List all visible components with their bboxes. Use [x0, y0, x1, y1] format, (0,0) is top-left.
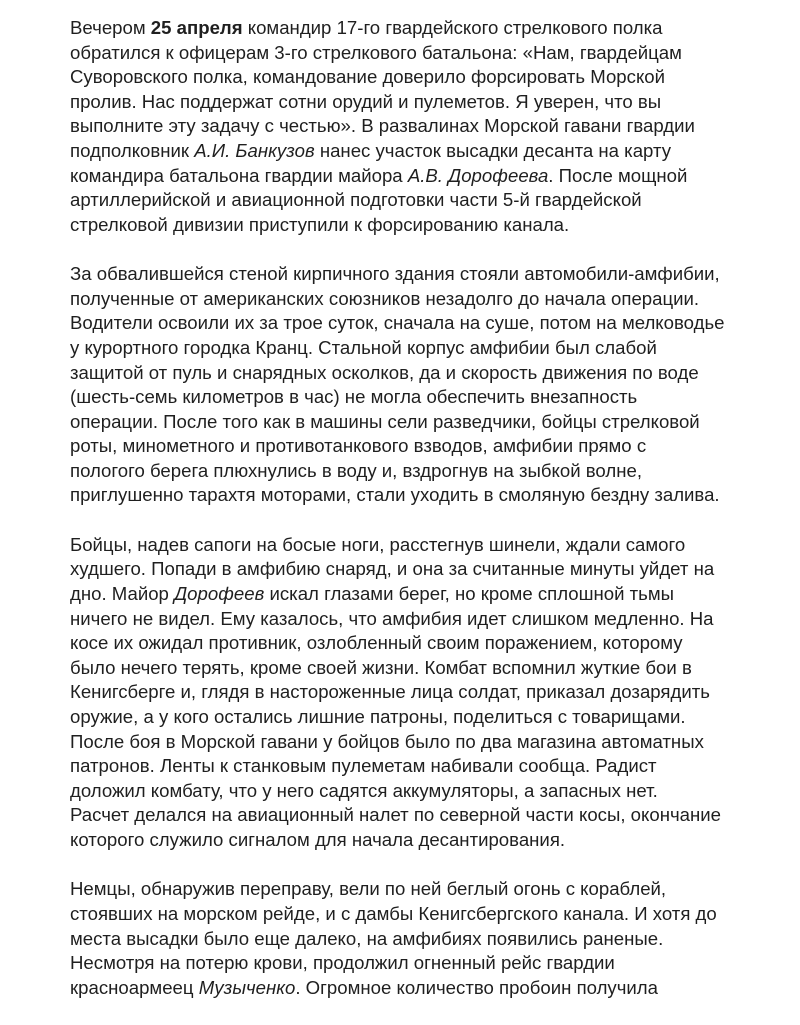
- text-run: Немцы, обнаружив переправу, вели по ней беглый огонь с кораблей,: [70, 878, 667, 900]
- text-run: у курортного городка Кранц. Стальной корпус амфибии был слабой: [70, 336, 657, 358]
- text-run: выполните эту задачу с честью». В развалинах Морской гавани гвардии: [70, 115, 695, 137]
- text-run: артиллерийской и авиационной подготовки части 5-й гвардейской: [70, 189, 642, 211]
- text-line: [70, 41, 790, 66]
- italic-name: А.В. Дорофеева: [407, 164, 549, 186]
- text-line: [70, 828, 790, 853]
- text-run: стоявших на морском рейде, и с дамбы Кенигсбергского канала. И хотя до: [70, 902, 717, 924]
- text-line: [70, 65, 790, 90]
- text-line: [70, 902, 790, 927]
- text-line: [70, 434, 790, 459]
- text-run: (шесть-семь километров в час) не могла обеспечить внезапность: [70, 386, 638, 408]
- text-run: командира батальона гвардии майора: [70, 164, 408, 186]
- text-line: [70, 385, 790, 410]
- text-line: [70, 557, 790, 582]
- text-run: защитой от пуль и снарядных осколков, да и скорость движения по воде: [70, 361, 699, 383]
- text-run: обратился к офицерам 3-го стрелкового батальона: «Нам, гвардейцам: [70, 41, 682, 63]
- text-run: . После мощной: [548, 164, 688, 186]
- text-run: После боя в Морской гавани у бойцов было по два магазина автоматных: [70, 730, 704, 752]
- text-line: [70, 287, 790, 312]
- italic-name: Дорофеев: [174, 583, 265, 605]
- text-run: Расчет делался на авиационный налет по северной части косы, окончание: [70, 804, 721, 826]
- article-paragraph: [70, 533, 790, 853]
- text-run: нанес участок высадки десанта на карту: [314, 139, 672, 161]
- text-line: [70, 582, 790, 607]
- text-line: [70, 680, 790, 705]
- text-run: пологого берега плюхнулись в воду и, вздрогнув на зыбкой волне,: [70, 459, 642, 481]
- text-line: [70, 262, 790, 287]
- text-line: [70, 139, 790, 164]
- text-run: оружие, а у кого остались лишние патроны, поделиться с товарищами.: [70, 706, 686, 728]
- text-run: Бойцы, надев сапоги на босые ноги, расстегнув шинели, ждали самого: [70, 533, 686, 555]
- text-run: патронов. Ленты к станковым пулеметам набивали сообща. Радист: [70, 755, 657, 777]
- text-line: [70, 656, 790, 681]
- text-line: [70, 361, 790, 386]
- text-run: ничего не видел. Ему казалось, что амфибия идет слишком медленно. На: [70, 607, 714, 629]
- text-line: [70, 164, 790, 189]
- text-run: Водители освоили их за трое суток, сначала на суше, потом на мелководье: [70, 312, 725, 334]
- text-run: худшего. Попади в амфибию снаряд, и она за считанные минуты уйдет на: [70, 558, 715, 580]
- text-line: [70, 754, 790, 779]
- text-run: командир 17-го гвардейского стрелкового полка: [242, 17, 663, 38]
- text-line: [70, 459, 790, 484]
- text-line: [70, 311, 790, 336]
- text-run: места высадки было еще далеко, на амфибиях появились раненые.: [70, 927, 664, 949]
- text-run: За обвалившейся стеной кирпичного здания стояли автомобили-амфибии,: [70, 263, 720, 285]
- bold-text: 25 апреля: [150, 17, 243, 38]
- text-line: [70, 877, 790, 902]
- text-line: [70, 927, 790, 952]
- text-run: косе их ожидал противник, озлобленный своим поражением, которому: [70, 632, 683, 654]
- text-line: [70, 213, 790, 238]
- text-run: красноармеец: [70, 976, 199, 998]
- text-run: подполковник: [70, 139, 195, 161]
- text-line: [70, 951, 790, 976]
- text-run: приглушенно тарахтя моторами, стали уходить в смоляную бездну залива.: [70, 484, 720, 506]
- text-line: [70, 730, 790, 755]
- italic-name: Музыченко: [198, 976, 296, 998]
- text-line: [70, 705, 790, 730]
- text-line: [70, 631, 790, 656]
- text-run: . Огромное количество пробоин получила: [295, 976, 658, 998]
- text-line: [70, 114, 790, 139]
- text-run: операции. После того как в машины сели разведчики, бойцы стрелковой: [70, 410, 700, 432]
- text-line: [70, 90, 790, 115]
- article-paragraph: [70, 877, 790, 1000]
- text-line: [70, 483, 790, 508]
- article-paragraph: [70, 262, 790, 508]
- article-paragraph: [70, 16, 790, 237]
- text-run: доложил комбату, что у него садятся аккумуляторы, а запасных нет.: [70, 779, 658, 801]
- text-line: [70, 533, 790, 558]
- text-line: [70, 16, 790, 41]
- text-run: роты, минометного и противотанкового взводов, амфибии прямо с: [70, 435, 647, 457]
- text-line: [70, 410, 790, 435]
- italic-name: А.И. Банкузов: [194, 139, 315, 161]
- text-run: Вечером: [70, 17, 151, 38]
- text-run: которого служило сигналом для начала десантирования.: [70, 829, 566, 850]
- text-line: [70, 976, 790, 1001]
- text-run: Несмотря на потерю крови, продолжил огненный рейс гвардии: [70, 952, 615, 974]
- text-run: стрелковой дивизии приступили к форсированию канала.: [70, 213, 570, 235]
- text-line: [70, 188, 790, 213]
- text-run: дно. Майор: [70, 583, 175, 605]
- text-run: Кенигсберге и, глядя в настороженные лица солдат, приказал дозарядить: [70, 681, 710, 703]
- text-run: Суворовского полка, командование доверило форсировать Морской: [70, 66, 666, 88]
- text-line: [70, 779, 790, 804]
- text-line: [70, 607, 790, 632]
- text-line: [70, 336, 790, 361]
- text-run: было нечего терять, кроме своей жизни. Комбат вспомнил жуткие бои в: [70, 656, 692, 678]
- text-run: полученные от американских союзников незадолго до начала операции.: [70, 287, 700, 309]
- text-run: пролив. Нас поддержат сотни орудий и пулеметов. Я уверен, что вы: [70, 90, 662, 112]
- text-run: искал глазами берег, но кроме сплошной тьмы: [264, 583, 675, 605]
- text-line: [70, 803, 790, 828]
- article-body: [70, 16, 790, 1025]
